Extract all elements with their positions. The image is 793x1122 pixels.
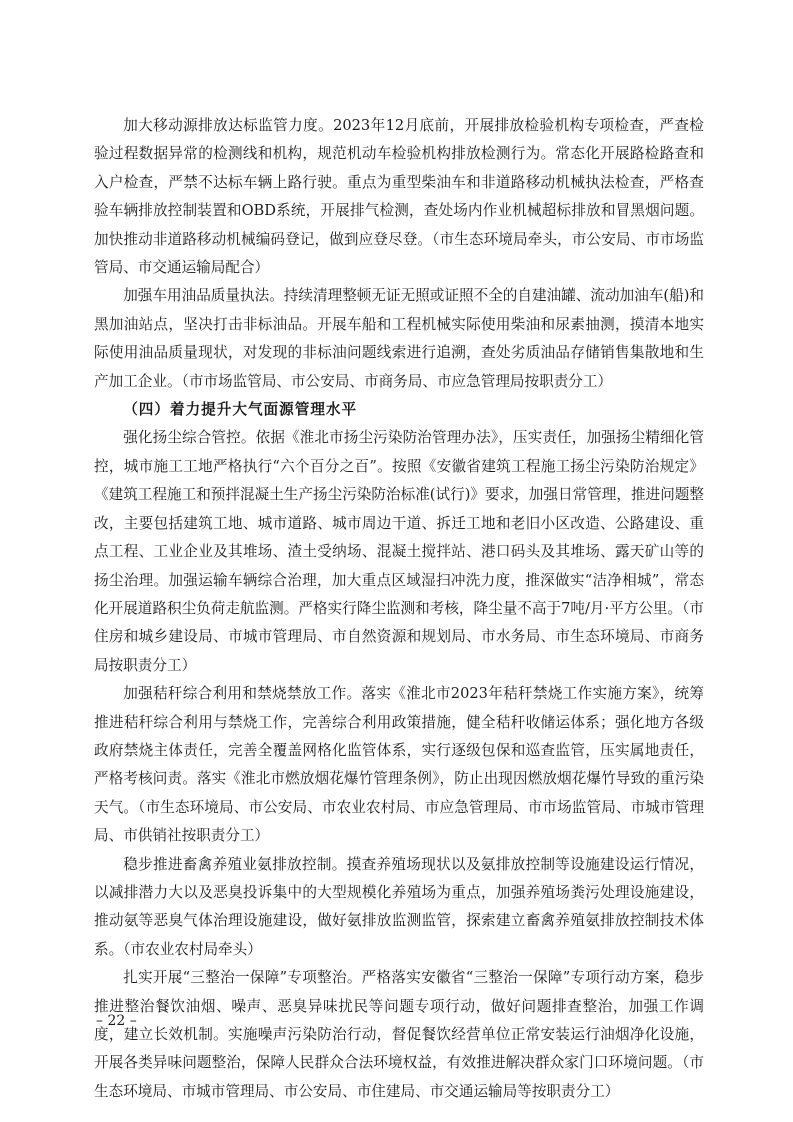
paragraph-mobile-source-supervision: 加大移动源排放达标监管力度。2023年12月底前，开展排放检验机构专项检查，严查检验过程数据异常的检测线和机构，规范机动车检验机构排放检测行为。常态化开展路检路查和入户检查，严禁不达标车辆上路行驶。重点为重型柴油车和非道路移动机械执法检查，严格查验车辆排放控制装置和OBD系统，开展排气检测，查处场内作业机械超标排放和冒黑烟问题。加快推动非道路移动机械编码登记，做到应登尽登。（市生态环境局牵头，市公安局、市市场监管局、市交通运输局配合） <box>94 117 704 277</box>
section-heading: （四）着力提升大气面源管理水平 <box>123 401 358 419</box>
page-number: – 22 – <box>96 1013 137 1029</box>
paragraph-straw-burning-ban: 加强秸秆综合利用和禁烧禁放工作。落实《淮北市2023年秸秆禁烧工作实施方案》，统筹推进秸秆综合利用与禁烧工作，完善综合利用政策措施，健全秸秆收储运体系；强化地方各级政府禁烧主体责任，完善全覆盖网格化监管体系，实行逐级包保和巡查监管，压实属地责任，严格考核问责。落实《淮北市燃放烟花爆竹管理条例》，防止出现因燃放烟花爆竹导致的重污染天气。（市生态环境局、市公安局、市农业农村局、市应急管理局、市市场监管局、市城市管理局、市供销社按职责分工） <box>94 685 704 845</box>
paragraph-special-rectification: 扎实开展“三整治一保障”专项整治。严格落实安徽省“三整治一保障”专项行动方案，稳步推进整治餐饮油烟、噪声、恶臭异味扰民等问题专项行动，做好问题排查整治，加强工作调度，建立长效机制。实施噪声污染防治行动，督促餐饮经营单位正常安装运行油烟净化设施，开展各类异味问题整治，保障人民群众合法环境权益，有效推进解决群众家门口环境问题。（市生态环境局、市城市管理局、市公安局、市住建局、市交通运输局等按职责分工） <box>94 969 704 1100</box>
paragraph-dust-control: 强化扬尘综合管控。依据《淮北市扬尘污染防治管理办法》，压实责任，加强扬尘精细化管控，城市施工工地严格执行“六个百分之百”。按照《安徽省建筑工程施工扬尘污染防治规定》《建筑工程施工和预拌混凝土生产扬尘污染防治标准(试行)》要求，加强日常管理，推进问题整改，主要包括建筑工地、城市道路、城市周边干道、拆迁工地和老旧小区改造、公路建设、重点工程、工业企业及其堆场、渣土受纳场、混凝土搅拌站、港口码头及其堆场、露天矿山等的扬尘治理。加强运输车辆综合治理，加大重点区域湿扫冲洗力度，推深做实“洁净相城”，常态化开展道路积尘负荷走航监测。严格实行降尘监测和考核，降尘量不高于7吨/月·平方公里。（市住房和城乡建设局、市城市管理局、市自然资源和规划局、市水务局、市生态环境局、市商务局按职责分工） <box>94 429 704 674</box>
paragraph-livestock-ammonia: 稳步推进畜禽养殖业氨排放控制。摸查养殖场现状以及氨排放控制等设施建设运行情况，以减排潜力大以及恶臭投诉集中的大型规模化养殖场为重点，加强养殖场粪污处理设施建设，推动氨等恶臭气体治理设施建设，做好氨排放监测监管，探索建立畜禽养殖氨排放控制技术体系。（市农业农村局牵头） <box>94 855 704 958</box>
paragraph-fuel-quality-enforcement: 加强车用油品质量执法。持续清理整顿无证无照或证照不全的自建油罐、流动加油车(船)和黑加油站点，坚决打击非标油品。开展车船和工程机械实际使用柴油和尿素抽测，摸清本地实际使用油品质量现状，对发现的非标油问题线索进行追溯，查处劣质油品存储销售集散地和生产加工企业。（市市场监管局、市公安局、市商务局、市应急管理局按职责分工） <box>94 287 704 390</box>
document-body <box>94 112 704 1106</box>
